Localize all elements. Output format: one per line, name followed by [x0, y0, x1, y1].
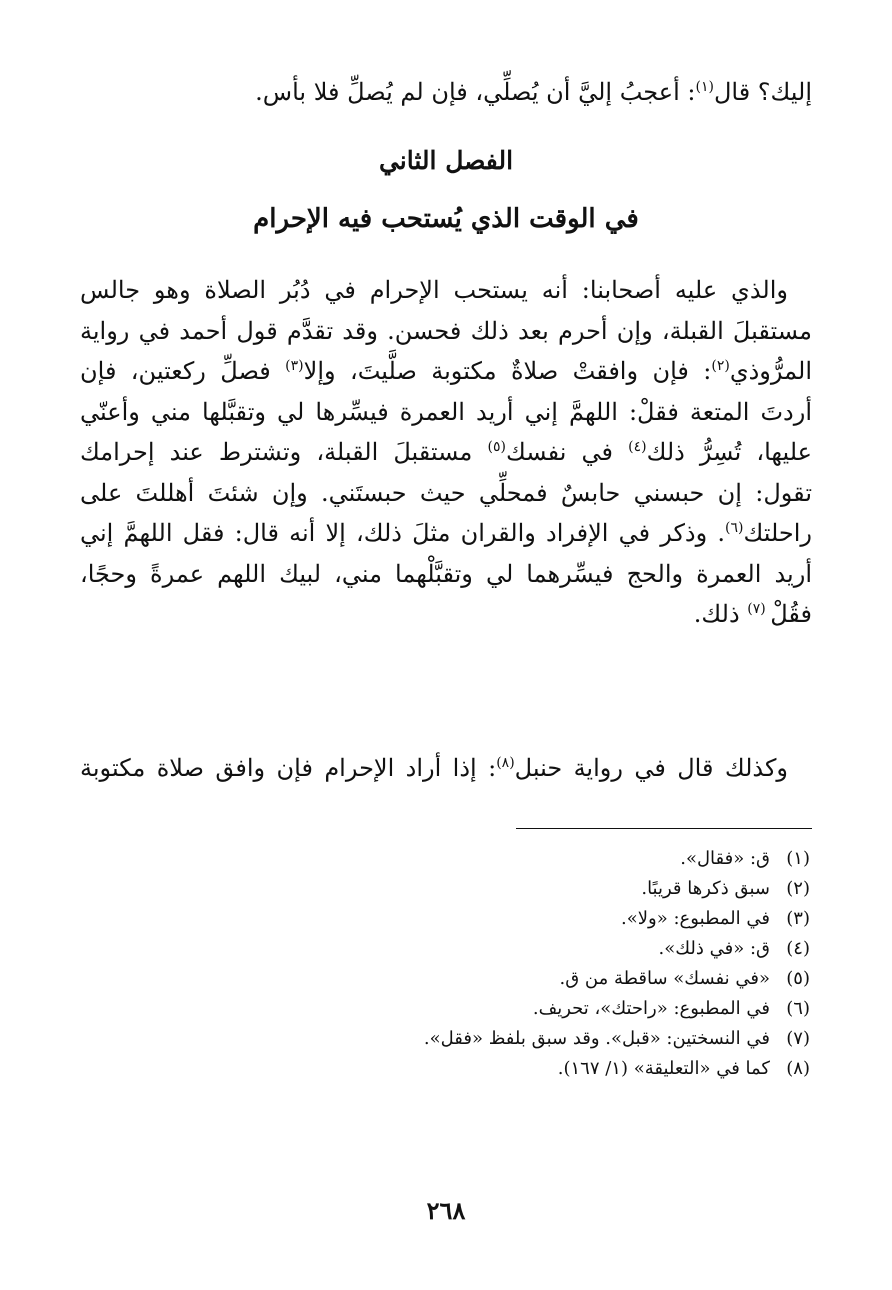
footnote-number: (٣): [786, 908, 810, 929]
footnote-ref: (٤): [628, 439, 647, 455]
main-paragraph: [80, 270, 812, 635]
text-run: فقُلْ: [770, 600, 812, 628]
text-run: مستقبلَ القبلة، وتشترط عند إحرامك: [80, 438, 488, 466]
footnote-text: «في نفسك» ساقطة من ق.: [559, 968, 770, 989]
footnote-ref: (٥): [487, 439, 506, 455]
continuation-text: [80, 72, 812, 113]
text-run: : أعجبُ إليَّ أن يُصلِّي، فإن لم يُصلِّ فلا بأس.: [255, 78, 696, 106]
footnote-text: في المطبوع: «ولا».: [621, 908, 770, 929]
text-line: [80, 513, 812, 554]
text-run: : فإن وافقتْ صلاةٌ مكتوبة صلَّيتَ، وإلا: [303, 357, 712, 385]
text-run: فصلِّ ركعتين، فإن: [80, 357, 286, 385]
text-run: عليها، تُسِرُّ ذلك: [646, 438, 812, 466]
footnote-ref: (٢): [711, 358, 730, 374]
chapter-subtitle: في الوقت الذي يُستحب فيه الإحرام: [253, 204, 639, 234]
footnote-ref: (٦): [725, 520, 744, 536]
text-run: : إذا أراد الإحرام فإن وافق صلاة مكتوبة: [80, 754, 497, 782]
text-line: [80, 748, 812, 789]
text-run: راحلتك: [743, 519, 812, 547]
second-paragraph: [80, 748, 812, 789]
text-line: [80, 594, 812, 635]
footnote-text: كما في «التعليقة» (١/ ١٦٧).: [557, 1058, 770, 1079]
text-run: ذلك.: [693, 600, 748, 628]
footnote-item: [90, 1024, 810, 1054]
text-line: أردتَ المتعة فقلْ: اللهمَّ إني أريد العمرة فيسِّرها لي وتقبَّلها مني وأعنّي: [80, 397, 812, 426]
footnotes-list: [90, 844, 810, 1084]
footnote-item: [90, 994, 810, 1024]
footnote-item: [90, 934, 810, 964]
footnote-number: (٥): [786, 968, 810, 989]
footnote-item: [90, 964, 810, 994]
footnote-text: ق: «فقال».: [680, 848, 770, 869]
text-line: والذي عليه أصحابنا: أنه يستحب الإحرام في دُبُر الصلاة وهو جالس: [80, 276, 788, 304]
footnote-ref: (٨): [496, 755, 515, 771]
text-line: [80, 432, 812, 473]
footnote-number: (٧): [786, 1028, 810, 1049]
footnote-item: [90, 874, 810, 904]
page-number: ٢٦٨: [426, 1196, 466, 1225]
text-run: وكذلك قال في رواية حنبل: [514, 754, 789, 782]
text-line: تقول: إن حبسني حابسٌ فمحلِّي حيث حبستَني. وإن شئتَ أهللتَ على: [80, 478, 812, 507]
text-run: إليك؟ قال: [713, 78, 812, 106]
footnote-text: في المطبوع: «راحتك»، تحريف.: [532, 998, 770, 1019]
chapter-title: الفصل الثاني: [378, 146, 514, 175]
text-run: المرُّوذي: [729, 357, 812, 385]
text-run: . وذكر في الإفراد والقران مثلَ ذلك، إلا أنه قال: فقل اللهمَّ إني: [80, 519, 726, 547]
footnote-number: (٦): [786, 998, 810, 1019]
text-run: في نفسك: [505, 438, 629, 466]
footnote-ref: (١): [695, 79, 714, 95]
text-line: [80, 351, 812, 392]
footnote-number: (١): [786, 848, 810, 869]
footnote-text: في النسختين: «قبل». وقد سبق بلفظ «فقل».: [423, 1028, 770, 1049]
footnote-number: (٢): [786, 878, 810, 899]
footnote-text: ق: «في ذلك».: [658, 938, 770, 959]
text-line: مستقبلَ القبلة، وإن أحرم بعد ذلك فحسن. وقد تقدَّم قول أحمد في رواية: [80, 316, 812, 345]
footnote-separator: [516, 828, 812, 829]
footnote-text: سبق ذكرها قريبًا.: [641, 878, 770, 899]
footnote-item: [90, 1054, 810, 1084]
text-line: [80, 72, 812, 113]
footnote-item: [90, 844, 810, 874]
footnote-number: (٤): [786, 938, 810, 959]
footnote-ref: (٧): [747, 601, 771, 617]
footnote-ref: (٣): [285, 358, 304, 374]
text-line: أريد العمرة والحج فيسِّرهما لي وتقبَّلْهما مني، لبيك اللهم عمرةً وحجًا،: [80, 559, 812, 588]
footnote-item: [90, 904, 810, 934]
footnote-number: (٨): [786, 1058, 810, 1079]
